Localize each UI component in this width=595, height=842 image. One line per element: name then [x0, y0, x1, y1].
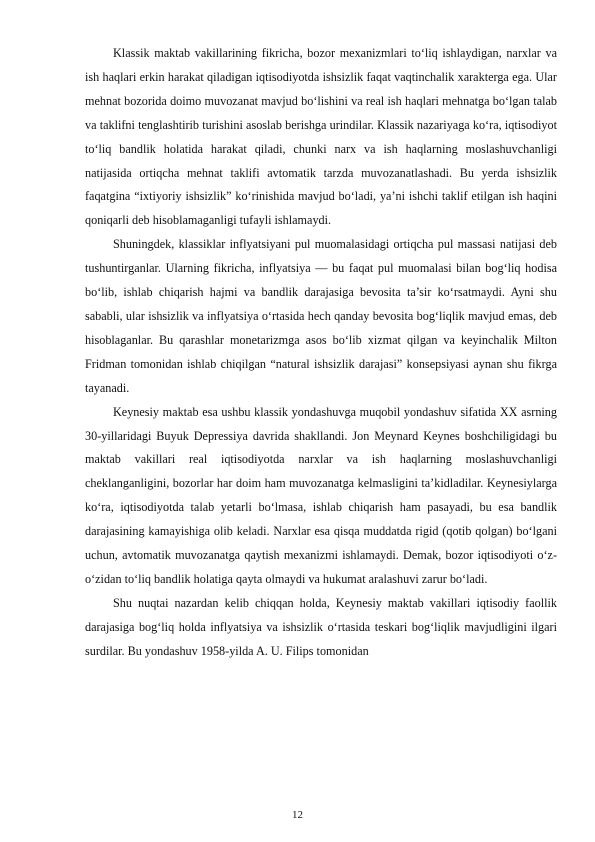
paragraph-keynesian-school: Keynesiy maktab esa ushbu klassik yondashuvga muqobil yondashuv sifatida XX asrning 30-yillaridagi Buyuk Depressiya davrida shakllandi. Jon Meynard Keynes boshchiligidagi bu maktab vakillari real iqtisodiyotda narxlar va ish haqlarning moslashuvchanligi cheklanganligini, bozorlar har doim ham muvozanatga kelmasligini ta’kidladilar. Keynesiylarga ko‘ra, iqtisodiyotda talab yetarli bo‘lmasa, ishlab chiqarish ham pasayadi, bu esa bandlik darajasining kamayishiga olib keladi. Narxlar esa qisqa muddatda rigid (qotib qolgan) bo‘lgani uchun, avtomatik muvozanatga qaytish mexanizmi ishlamaydi. Demak, bozor iqtisodiyoti o‘z-o‘zidan to‘liq bandlik holatiga qayta olmaydi va hukumat aralashuvi zarur bo‘ladi.	[85, 404, 557, 586]
paragraph-classical-inflation: Shuningdek, klassiklar inflyatsiyani pul muomalasidagi ortiqcha pul massasi natijasi deb tushuntirganlar. Ularning fikricha, inflyatsiya — bu faqat pul muomalasi bilan bog‘liq hodisa bo‘lib, ishlab chiqarish hajmi va bandlik darajasiga bevosita ta’sir ko‘rsatmaydi. Ayni shu sababli, ular ishsizlik va inflyatsiya o‘rtasida hech qanday bevosita bog‘liqlik mavjud emas, deb hisoblaganlar. Bu qarashlar monetarizmga asos bo‘lib xizmat qilgan va keyinchalik Milton Fridman tomonidan ishlab chiqilgan “natural ishsizlik darajasi” konsepsiyasi aynan shu fikrga tayanadi.	[85, 237, 557, 395]
paragraph-keynesian-phillips: Shu nuqtai nazardan kelib chiqqan holda, Keynesiy maktab vakillari iqtisodiy faollik darajasiga bog‘liq holda inflyatsiya va ishsizlik o‘rtasida teskari bog‘liqlik mavjudligini ilgari surdilar. Bu yondashuv 1958-yilda A. U. Filips tomonidan	[85, 595, 557, 658]
document-page	[85, 42, 557, 664]
paragraph-classical-school: Klassik maktab vakillarining fikricha, bozor mexanizmlari to‘liq ishlaydigan, narxlar va ish haqlari erkin harakat qiladigan iqtisodiyotda ishsizlik faqat vaqtinchalik xarakterga ega. Ular mehnat bozorida doimo muvozanat mavjud bo‘lishini va real ish haqlari mehnatga bo‘lgan talab va taklifni tenglashtirib turishini asoslab berishga urindilar. Klassik nazariyaga ko‘ra, iqtisodiyot to‘liq bandlik holatida harakat qiladi, chunki narx va ish haqlarning moslashuvchanligi natijasida ortiqcha mehnat taklifi avtomatik tarzda muvozanatlashadi. Bu yerda ishsizlik faqatgina “ixtiyoriy ishsizlik” ko‘rinishida mavjud bo‘ladi, ya’ni ishchi taklif etilgan ish haqini qoniqarli deb hisoblamaganligi tufayli ishlamaydi.	[85, 46, 557, 228]
page-number: 12	[292, 809, 303, 821]
